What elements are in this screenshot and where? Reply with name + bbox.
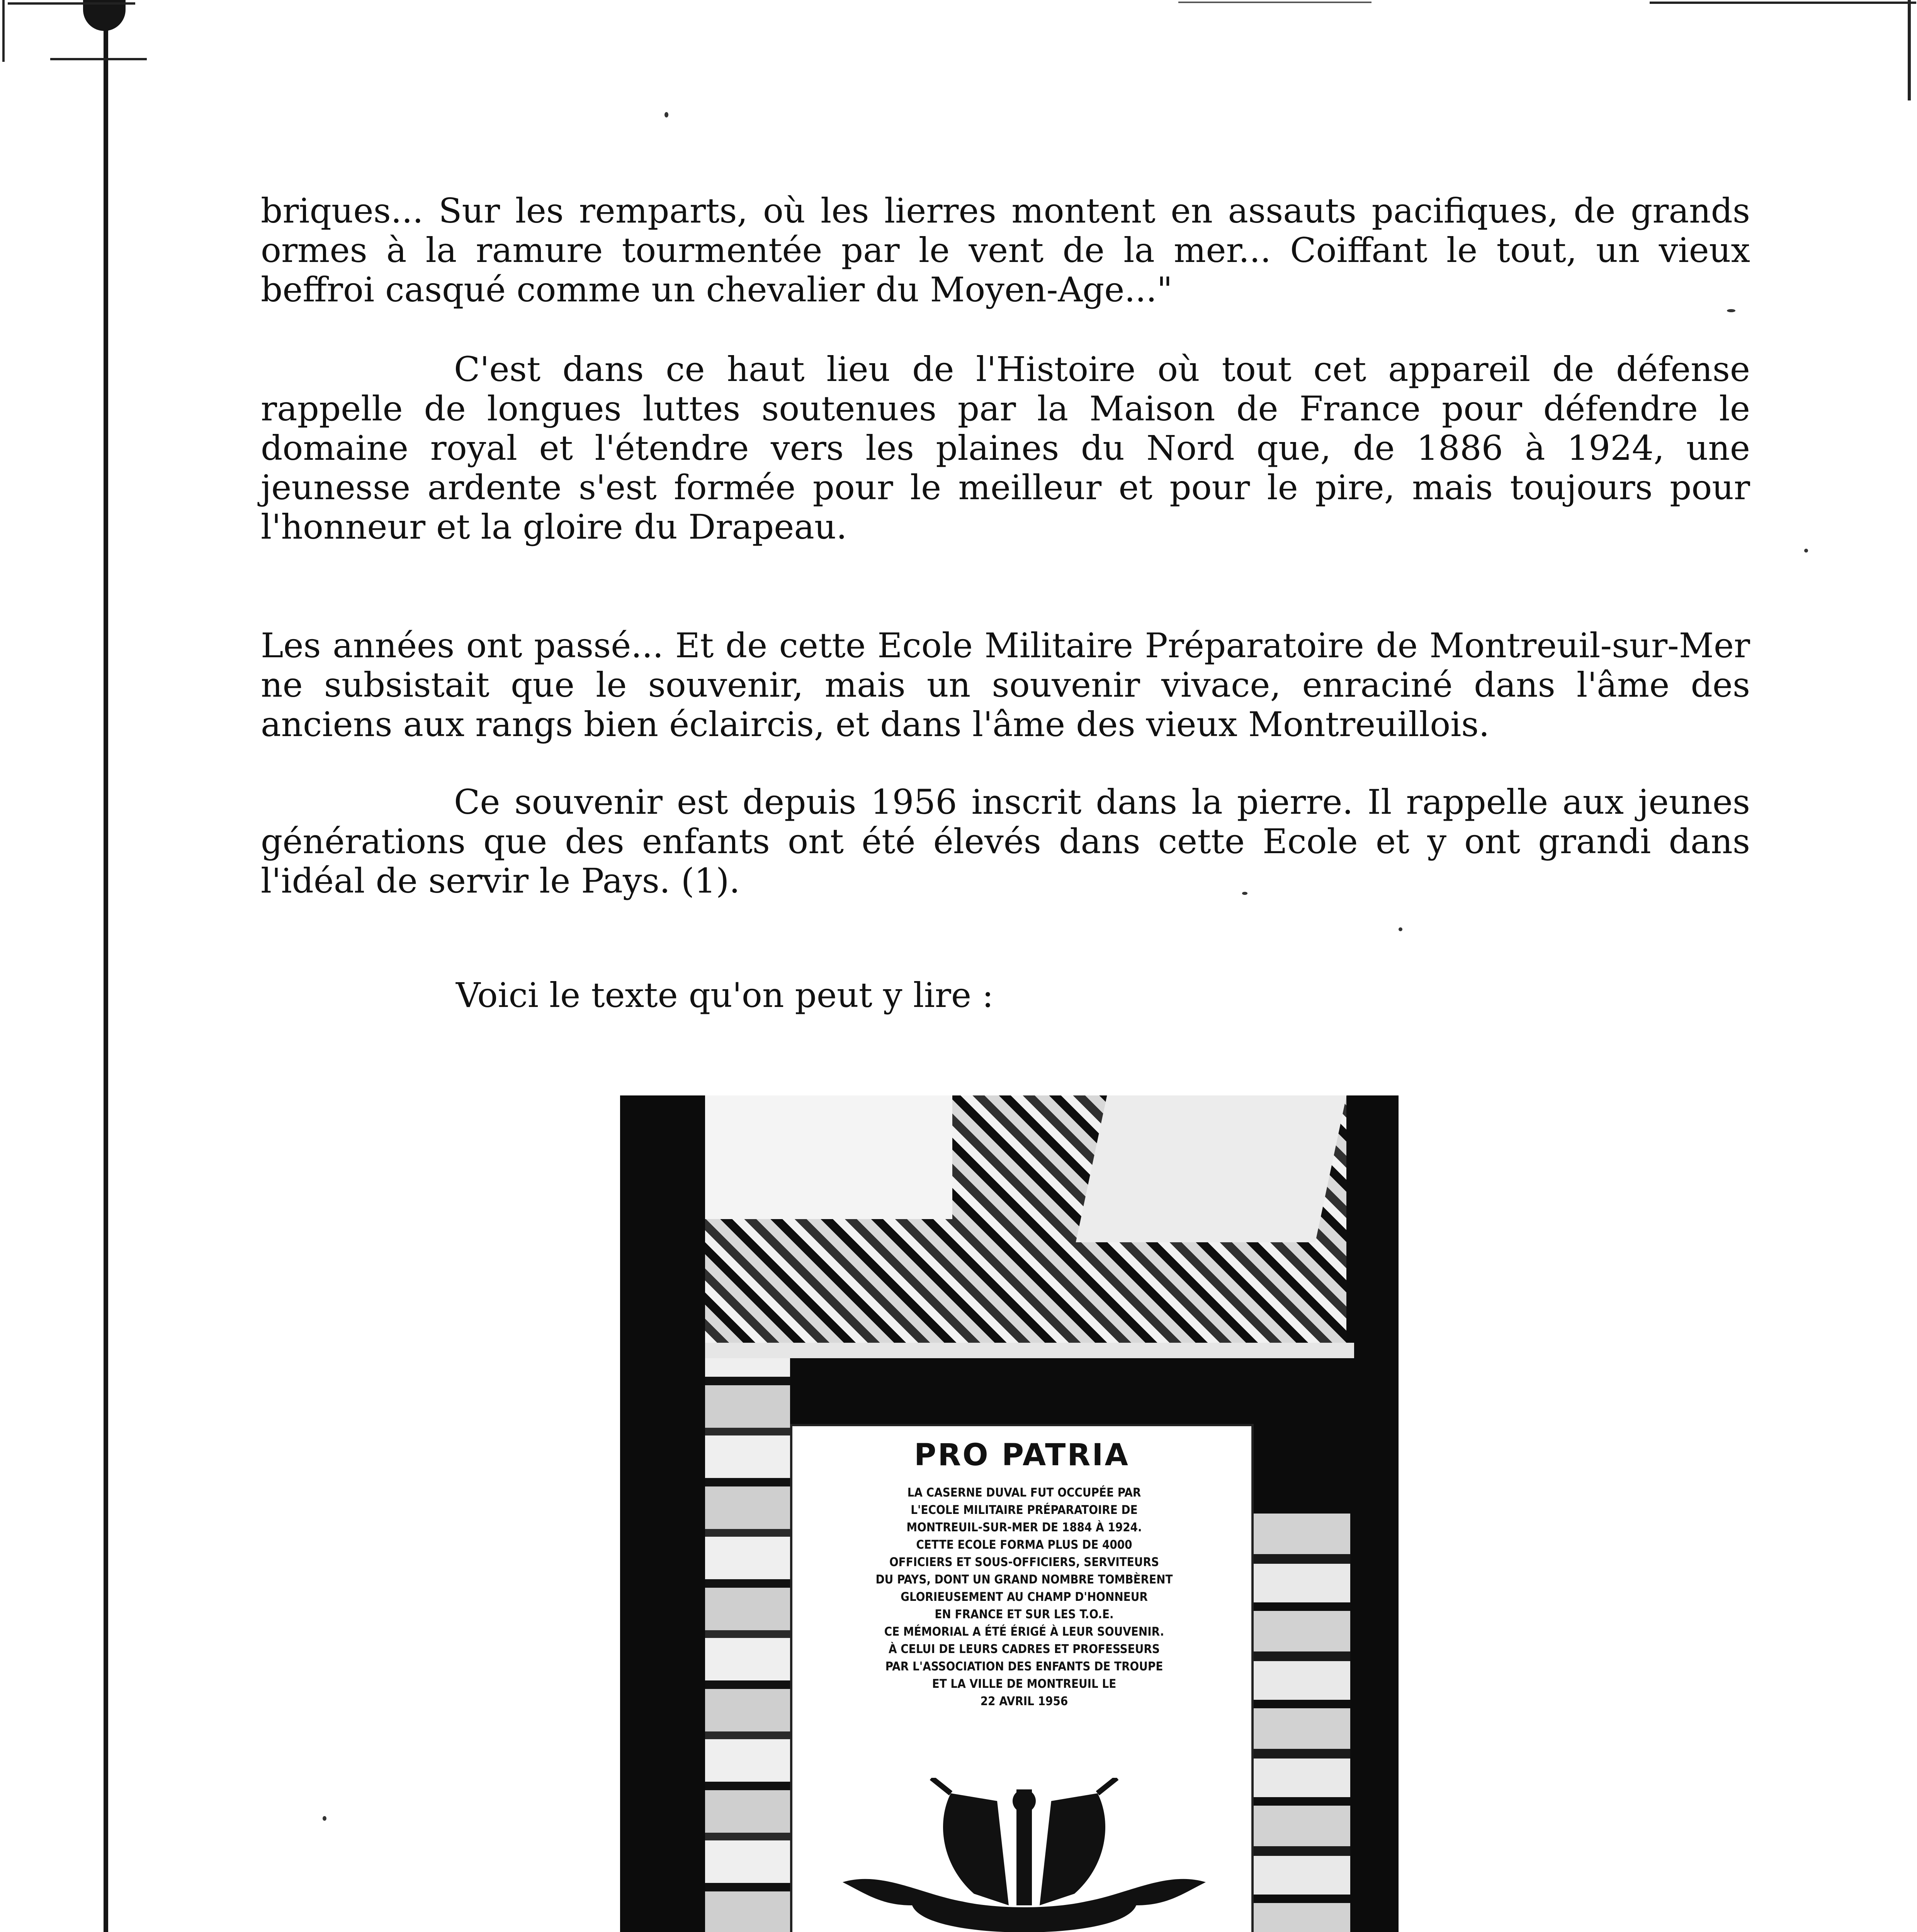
top-edge-mark [1650,2,1916,4]
top-edge-mark [50,58,147,60]
paragraph: Ce souvenir est depuis 1956 inscrit dans la pierre. Il rappelle aux jeunes générations que des enfants ont été élevés dans cette Ecole et y ont grandi dans l'idéal de servir le Pays. (1). [261,782,1750,901]
plaque-title: PRO PATRIA [914,1438,1130,1473]
scan-speck [664,112,668,117]
photo-stone-column [705,1358,790,1932]
photo-stone-block [705,1095,952,1219]
memorial-plaque [790,1424,1254,1932]
paragraph: briques... Sur les remparts, où les lierres montent en assauts pacifiques, de grands ormes à la ramure tourmentée par le vent de la mer... Coiffant le tout, un vieux beffroi casqué comme un chevalier du Moyen-Age..." [261,191,1750,310]
scan-speck [1804,549,1808,553]
plaque-line: ET LA VILLE DE MONTREUIL LE [932,1677,1117,1691]
right-edge-mark [1908,0,1911,100]
photo-stone-block [1076,1095,1347,1242]
plaque-line: PAR L'ASSOCIATION DES ENFANTS DE TROUPE [885,1660,1163,1673]
plaque-line: GLORIEUSEMENT AU CHAMP D'HONNEUR [901,1590,1148,1604]
plaque-line: LA CASERNE DUVAL FUT OCCUPÉE PAR [907,1486,1141,1500]
plaque-line: À CELUI DE LEURS CADRES ET PROFESSEURS [889,1642,1160,1656]
plaque-line: CE MÉMORIAL A ÉTÉ ÉRIGÉ À LEUR SOUVENIR. [884,1625,1164,1639]
scan-speck [1727,309,1735,312]
paragraph: C'est dans ce haut lieu de l'Histoire où tout cet appareil de défense rappelle de longues luttes soutenues par la Maison de France pour défendre le domaine royal et l'étendre vers les plaines du Nord que, de 1886 à 1924, une jeunesse ardente s'est formée pour le meilleur et pour le pire, mais toujours pour l'honneur et la gloire du Drapeau. [261,349,1750,547]
top-edge-mark [1178,2,1371,3]
plaque-line: 22 AVRIL 1956 [980,1694,1068,1708]
paragraph: Les années ont passé... Et de cette Ecole Militaire Préparatoire de Montreuil-sur-Mer ne subsistait que le souvenir, mais un souvenir vivace, enraciné dans l'âme des anciens aux rangs bien éclaircis, et dans l'âme des vieux Montreuillois. [261,626,1750,744]
flags-emblem-icon [835,1778,1213,1932]
plaque-line: CETTE ECOLE FORMA PLUS DE 4000 [916,1538,1132,1552]
paragraph: Voici le texte qu'on peut y lire : [456,975,994,1015]
plaque-line: L'ECOLE MILITAIRE PRÉPARATOIRE DE [911,1503,1138,1517]
plaque-inscription [816,1484,1233,1710]
memorial-photo [620,1095,1399,1932]
margin-rule [104,4,108,1932]
photo-stone-column [1254,1513,1350,1932]
plaque-line: MONTREUIL-SUR-MER DE 1884 À 1924. [906,1520,1142,1534]
plaque-line: DU PAYS, DONT UN GRAND NOMBRE TOMBÈRENT [875,1573,1173,1587]
scan-speck [323,1816,326,1821]
plaque-line: EN FRANCE ET SUR LES T.O.E. [935,1607,1114,1621]
photo-lintel [705,1343,1354,1358]
left-edge-mark [2,0,5,62]
scan-speck [1399,927,1402,931]
top-edge-mark [8,2,135,5]
plaque-line: OFFICIERS ET SOUS-OFFICIERS, SERVITEURS [889,1555,1159,1569]
